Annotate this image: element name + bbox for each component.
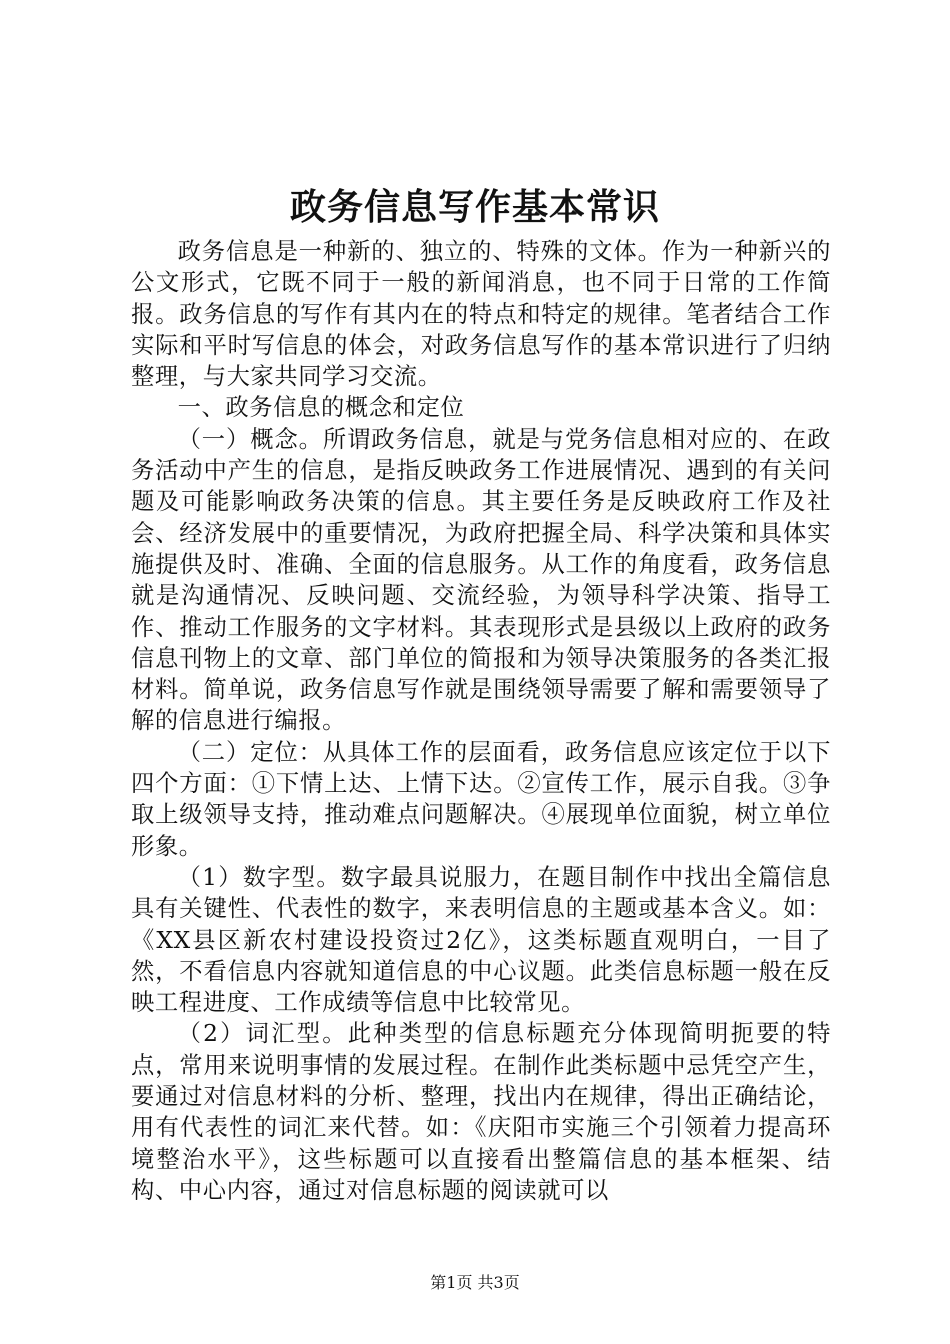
paragraph-numeric-type: （1）数字型。数字最具说服力，在题目制作中找出全篇信息具有关键性、代表性的数字，来表明信息的主题或基本含义。如：《XX县区新农村建设投资过2亿》，这类标题直观明白，一目了然，不看信息内容就知道信息的中心议题。此类信息标题一般在反映工程进度、工作成绩等信息中比较常见。 <box>131 863 831 1017</box>
paragraph-concept: （一）概念。所谓政务信息，就是与党务信息相对应的、在政务活动中产生的信息，是指反映政务工作进展情况、遇到的有关问题及可能影响政务决策的信息。其主要任务是反映政府工作及社会、经济发展中的重要情况，为政府把握全局、科学决策和具体实施提供及时、准确、全面的信息服务。从工作的角度看，政务信息就是沟通情况、反映问题、交流经验，为领导科学决策、指导工作、推动工作服务的文字材料。其表现形式是县级以上政府的政务信息刊物上的文章、部门单位的简报和为领导决策服务的各类汇报材料。简单说，政务信息写作就是围绕领导需要了解和需要领导了解的信息进行编报。 <box>131 425 831 735</box>
paragraph-positioning: （二）定位：从具体工作的层面看，政务信息应该定位于以下四个方面：①下情上达、上情下达。②宣传工作，展示自我。③争取上级领导支持，推动难点问题解决。④展现单位面貌，树立单位形象。 <box>131 738 831 860</box>
document-title: 政务信息写作基本常识 <box>289 186 660 228</box>
section-heading-1: 一、政务信息的概念和定位 <box>177 394 465 422</box>
paragraph-intro: 政务信息是一种新的、独立的、特殊的文体。作为一种新兴的公文形式，它既不同于一般的新闻消息，也不同于日常的工作简报。政务信息的写作有其内在的特点和特定的规律。笔者结合工作实际和平时写信息的体会，对政务信息写作的基本常识进行了归纳整理，与大家共同学习交流。 <box>131 238 831 391</box>
paragraph-vocabulary-type: （2）词汇型。此种类型的信息标题充分体现简明扼要的特点，常用来说明事情的发展过程。在制作此类标题中忌凭空产生，要通过对信息材料的分析、整理，找出内在规律，得出正确结论，用有代表性的词汇来代替。如：《庆阳市实施三个引领着力提高环境整治水平》，这些标题可以直接看出整篇信息的基本框架、结构、中心内容，通过对信息标题的阅读就可以 <box>131 1020 831 1204</box>
document-body <box>131 236 831 1206</box>
page-footer: 第1页 共3页 <box>430 1273 520 1292</box>
